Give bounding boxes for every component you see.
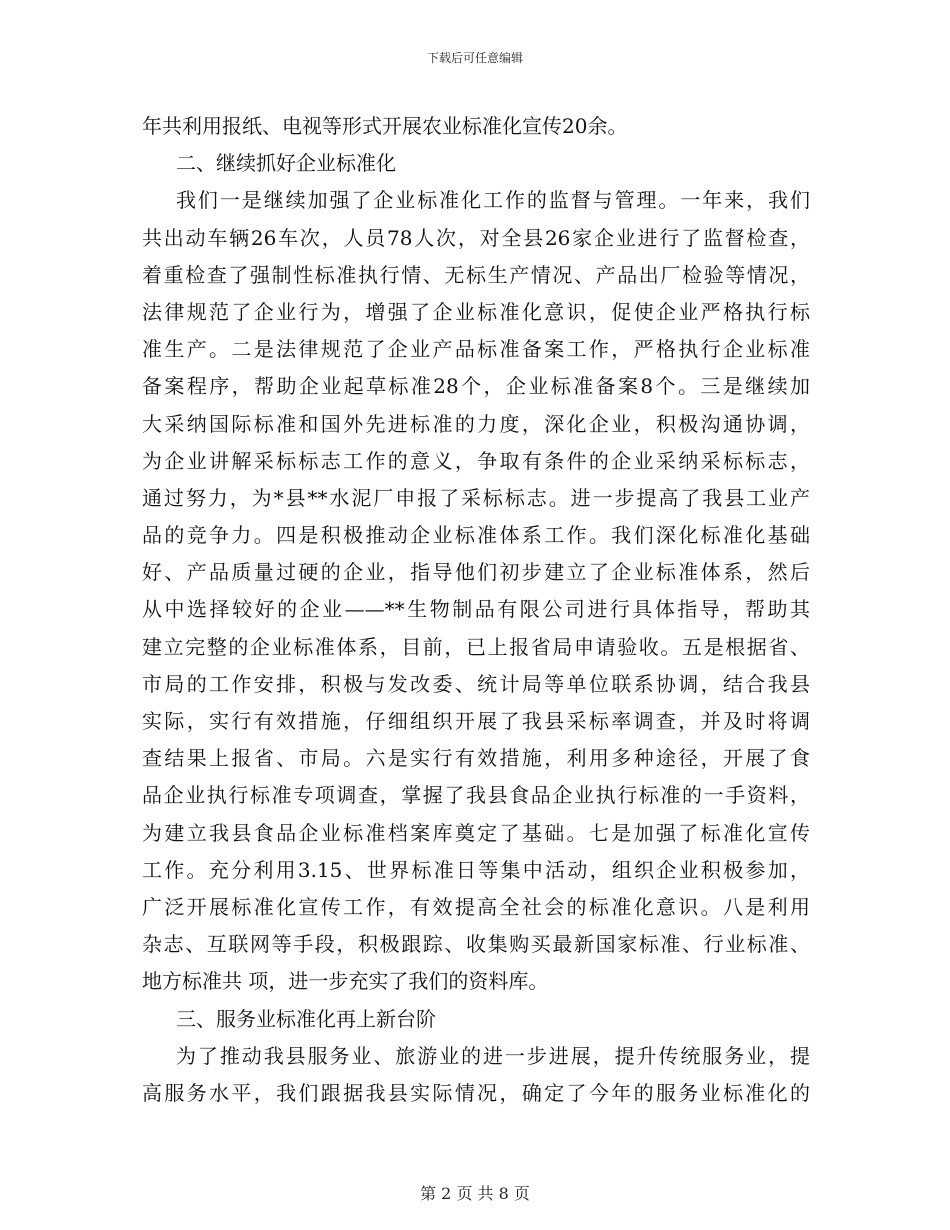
text-line-21: 工作。充分利用3.15、世界标准日等集中活动，组织企业积极参加， [142,857,810,882]
text-line-17: 实际，实行有效措施，仔细组织开展了我县采标率调查，并及时将调 [142,709,810,733]
text-line-27: 高服务水平，我们跟据我县实际情况，确定了今年的服务业标准化的 [142,1080,810,1105]
text-line-18: 查结果上报省、市局。六是实行有效措施，利用多种途径，开展了食 [142,746,810,771]
text-line-4: 共出动车辆26车次，人员78人次，对全县26家企业进行了监督检查， [142,225,810,250]
text-line-15: 建立完整的企业标准体系，目前，已上报省局申请验收。五是根据省、 [142,634,810,659]
text-line-11: 通过努力，为*县**水泥厂申报了采标标志。进一步提高了我县工业产 [142,485,810,510]
text-line-10: 为企业讲解采标标志工作的意义，争取有条件的企业采纳采标标志， [142,448,810,473]
text-line-8: 备案程序，帮助企业起草标准28个，企业标准备案8个。三是继续加 [142,374,810,399]
text-line-26: 为了推动我县服务业、旅游业的进一步进展，提升传统服务业，提 [176,1043,810,1068]
text-line-16: 市局的工作安排，积极与发改委、统计局等单位联系协调，结合我县 [142,671,810,696]
section-heading-3: 三、服务业标准化再上新台阶 [176,1006,436,1031]
text-line-19: 品企业执行标准专项调查，掌握了我县食品企业执行标准的一手资料， [142,783,810,808]
text-line-23: 杂志、互联网等手段，积极跟踪、收集购买最新国家标准、行业标准、 [142,932,810,957]
text-line-24: 地方标准共 项，进一步充实了我们的资料库。 [142,969,549,994]
text-line-1: 年共利用报纸、电视等形式开展农业标准化宣传20余。 [142,114,628,138]
page-header: 下载后可任意编辑 [426,51,523,65]
text-line-7: 准生产。二是法律规范了企业产品标准备案工作，严格执行企业标准 [142,337,810,362]
text-line-13: 好、产品质量过硬的企业，指导他们初步建立了企业标准体系，然后 [142,560,810,585]
text-line-22: 广泛开展标准化宣传工作，有效提高全社会的标准化意识。八是利用 [142,894,810,919]
text-line-3: 我们一是继续加强了企业标准化工作的监督与管理。一年来，我们 [176,188,810,213]
page-number: 第 2 页 共 8 页 [420,1184,530,1203]
text-line-20: 为建立我县食品企业标准档案库奠定了基础。七是加强了标准化宣传 [142,820,810,845]
text-line-6: 法律规范了企业行为，增强了企业标准化意识，促使企业严格执行标 [142,299,810,324]
document-body [142,108,810,1112]
text-line-9: 大采纳国际标准和国外先进标准的力度，深化企业，积极沟通协调， [142,411,810,436]
section-heading-2: 二、继续抓好企业标准化 [176,151,396,176]
text-line-12: 品的竞争力。四是积极推动企业标准体系工作。我们深化标准化基础 [142,523,810,548]
text-line-14: 从中选择较好的企业——**生物制品有限公司进行具体指导，帮助其 [142,597,810,622]
text-line-5: 着重检查了强制性标准执行情、无标生产情况、产品出厂检验等情况， [142,262,810,287]
